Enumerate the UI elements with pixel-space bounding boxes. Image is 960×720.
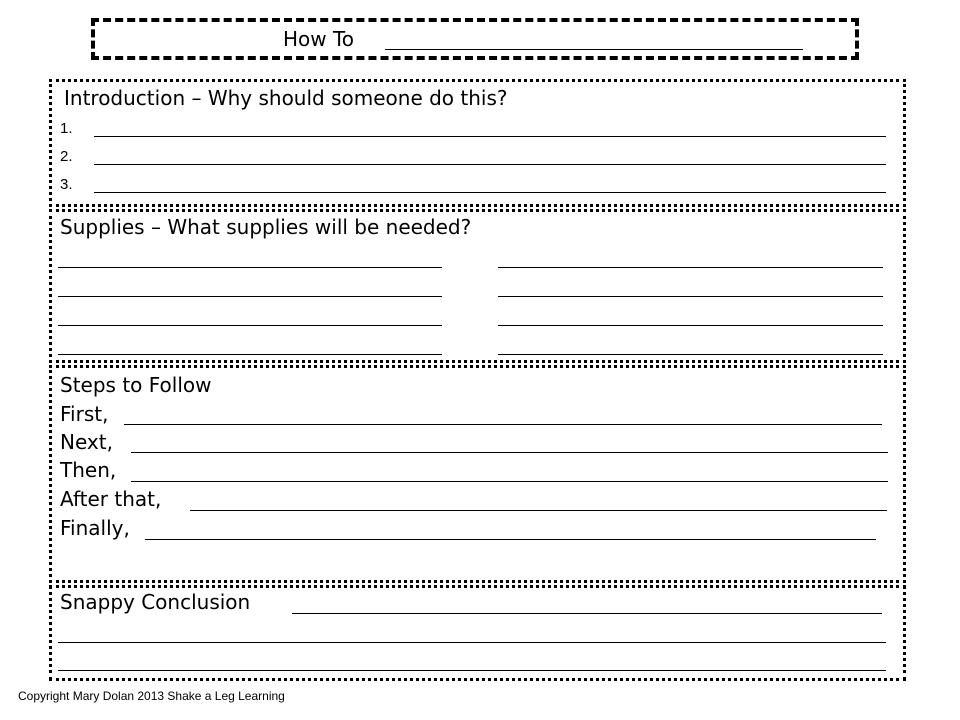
supply-blank-left[interactable]: [58, 354, 442, 355]
step-label-after-that: After that,: [60, 487, 162, 511]
introduction-heading: Introduction – Why should someone do this?: [64, 86, 508, 110]
supply-blank-left[interactable]: [58, 296, 442, 297]
supply-blank-left[interactable]: [58, 267, 442, 268]
step-blank-after-that[interactable]: [190, 510, 887, 511]
intro-item-blank[interactable]: [94, 192, 886, 193]
step-label-finally: Finally,: [60, 516, 130, 540]
supply-blank-right[interactable]: [498, 354, 883, 355]
conclusion-blank[interactable]: [292, 613, 882, 614]
intro-item-number: 2.: [60, 148, 73, 165]
step-blank-then[interactable]: [131, 481, 888, 482]
step-blank-first[interactable]: [124, 424, 882, 425]
conclusion-blank[interactable]: [58, 670, 886, 671]
supply-blank-right[interactable]: [498, 267, 883, 268]
intro-item-blank[interactable]: [94, 136, 886, 137]
supply-blank-right[interactable]: [498, 296, 883, 297]
steps-section: [49, 365, 906, 583]
step-label-then: Then,: [60, 458, 117, 482]
conclusion-blank[interactable]: [58, 642, 886, 643]
title-blank[interactable]: [385, 49, 803, 50]
steps-heading: Steps to Follow: [60, 373, 212, 397]
intro-item-number: 1.: [60, 120, 73, 137]
conclusion-heading: Snappy Conclusion: [60, 590, 251, 614]
copyright-text: Copyright Mary Dolan 2013 Shake a Leg Learning: [18, 689, 285, 703]
supply-blank-right[interactable]: [498, 325, 883, 326]
step-label-first: First,: [60, 402, 109, 426]
step-blank-finally[interactable]: [145, 539, 876, 540]
supply-blank-left[interactable]: [58, 325, 442, 326]
title-box: [91, 18, 859, 60]
intro-item-blank[interactable]: [94, 164, 886, 165]
intro-item-number: 3.: [60, 176, 73, 193]
title-label: How To: [283, 27, 355, 51]
supplies-heading: Supplies – What supplies will be needed?: [60, 215, 472, 239]
step-blank-next[interactable]: [131, 452, 888, 453]
step-label-next: Next,: [60, 430, 113, 454]
